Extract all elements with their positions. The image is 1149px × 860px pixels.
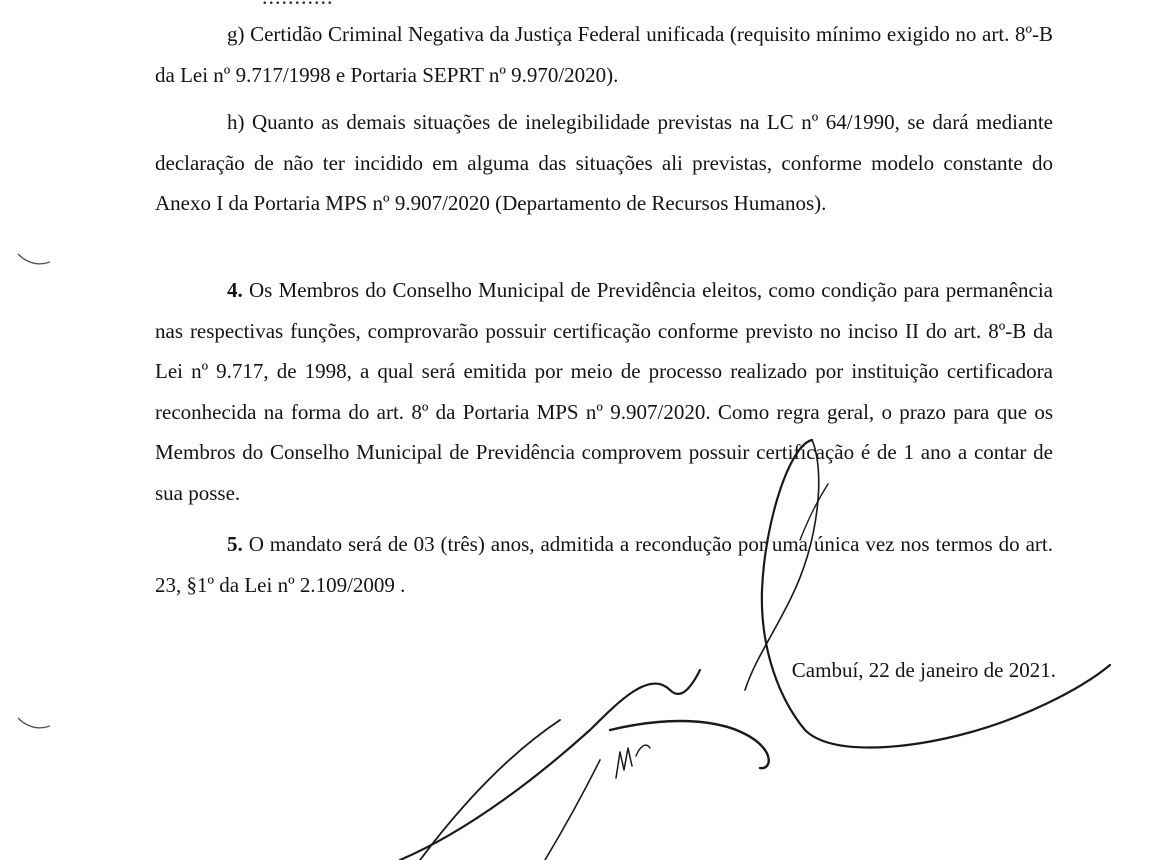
punch-hole-mark-top bbox=[14, 248, 54, 272]
punch-hole-mark-bottom bbox=[14, 712, 54, 736]
item-4-text: Os Membros do Conselho Municipal de Previdência eleitos, como condição para permanência nas respectivas funções, comprovarão possuir certificação conforme previsto no inciso II do art. 8º-B da Lei nº 9.717, de 1998, a qual será emitida por meio de processo realizado por instituição certificadora reconhecida na forma do art. 8º da Portaria MPS nº 9.907/2020. Como regra geral, o prazo para que os Membros do Conselho Municipal de Previdência comprovem possuir certificação é de 1 ano a contar de sua posse. bbox=[155, 278, 1053, 505]
paragraph-g: g) Certidão Criminal Negativa da Justiça Federal unificada (requisito mínimo exigido no art. 8º-B da Lei nº 9.717/1998 e Portaria SEPRT nº 9.970/2020). bbox=[155, 22, 1053, 87]
date-line: Cambuí, 22 de janeiro de 2021. bbox=[791, 658, 1056, 682]
item-4-number: 4. bbox=[227, 278, 243, 302]
clipped-text-line bbox=[262, 0, 334, 10]
item-5-text: O mandato será de 03 (três) anos, admitida a recondução por uma única vez nos termos do art. 23, §1º da Lei nº 2.109/2009 . bbox=[155, 532, 1053, 597]
paragraph-item-4 bbox=[155, 270, 1053, 513]
paragraph-h: h) Quanto as demais situações de inelegibilidade previstas na LC nº 64/1990, se dará mediante declaração de não ter incidido em alguma das situações ali previstas, conforme modelo constante do Anexo I da Portaria MPS nº 9.907/2020 (Departamento de Recursos Humanos). bbox=[155, 110, 1053, 215]
item-5-number: 5. bbox=[227, 532, 243, 556]
paragraph-item-5 bbox=[155, 524, 1053, 605]
